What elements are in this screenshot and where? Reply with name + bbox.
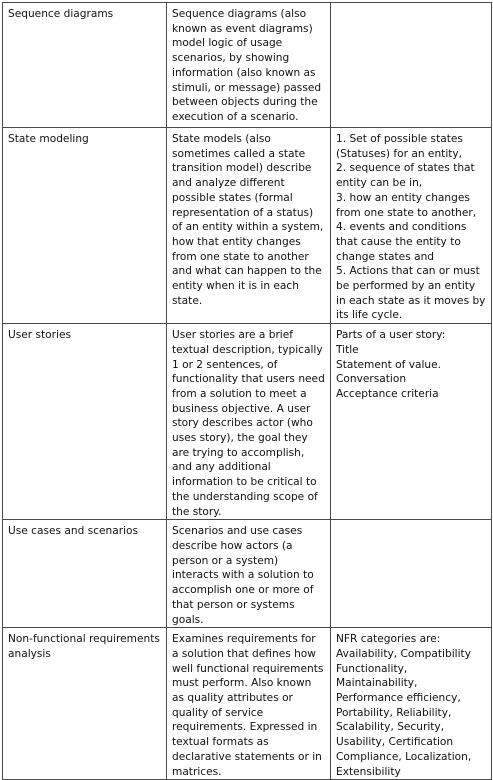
description-cell: State models (also sometimes called a state transition model) describe and analyze different possible states (formal representation of a status) of an entity within a system, how that entity changes from one state to another and what can happen to the entity when it is in each state. — [167, 128, 331, 324]
term-cell: User stories — [3, 324, 167, 520]
term-cell: Non-functional requirements analysis — [3, 628, 167, 780]
table-row — [3, 3, 492, 128]
note-line: 5. Actions that can or must be performed by an entity in each state as it moves by its life cycle. — [336, 265, 486, 322]
term-cell: State modeling — [3, 128, 167, 324]
note-line: Conversation — [336, 373, 407, 386]
note-line: Acceptance criteria — [336, 387, 439, 400]
table-row — [3, 628, 492, 780]
term-cell: Sequence diagrams — [3, 3, 167, 128]
table-row — [3, 128, 492, 324]
table-row — [3, 520, 492, 628]
note-line: Statement of value. — [336, 358, 441, 371]
note-line: 4. events and conditions that cause the entity to change states and — [336, 221, 467, 263]
description-cell: Scenarios and use cases describe how actors (a person or a system) interacts with a solution to accomplish one or more of that person or systems goals. — [167, 520, 331, 628]
notes-cell — [331, 628, 492, 780]
notes-cell — [331, 324, 492, 520]
note-line: NFR categories are: Availability, Compatibility Functionality, Maintainability, Performance efficiency, Portability, Reliability, Scalability, Security, Usability, Certification Compliance, Localization, Extensibility — [336, 633, 472, 778]
note-line: 1. Set of possible states (Statuses) for an entity, — [336, 133, 463, 160]
notes-cell — [331, 3, 492, 128]
notes-cell — [331, 520, 492, 628]
description-cell: Sequence diagrams (also known as event diagrams) model logic of usage scenarios, by showing information (also known as stimuli, or message) passed between objects during the execution of a scenario. — [167, 3, 331, 128]
table-row — [3, 324, 492, 520]
description-cell: User stories are a brief textual description, typically 1 or 2 sentences, of functionality that users need from a solution to meet a business objective. A user story describes actor (who uses story), the goal they are trying to accomplish, and any additional information to be critical to the understanding scope of the story. — [167, 324, 331, 520]
note-line: Title — [336, 343, 359, 356]
description-cell: Examines requirements for a solution that defines how well functional requirements must perform. Also known as quality attributes or quality of service requirements. Expressed in textual formats as declarative statements or in matrices. — [167, 628, 331, 780]
techniques-table — [2, 2, 492, 780]
note-line: 2. sequence of states that entity can be in, — [336, 162, 475, 190]
note-line: Parts of a user story: — [336, 329, 446, 342]
term-cell: Use cases and scenarios — [3, 520, 167, 628]
notes-cell — [331, 128, 492, 324]
note-line: 3. how an entity changes from one state to another, — [336, 191, 477, 219]
